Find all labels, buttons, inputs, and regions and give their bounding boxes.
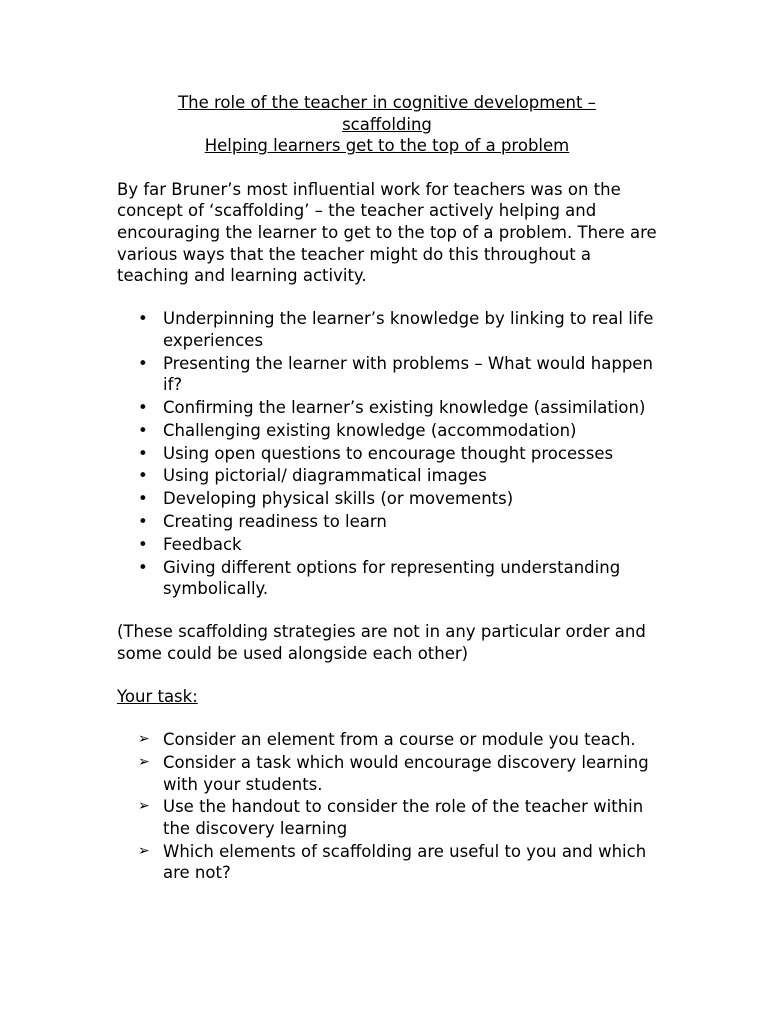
- list-item: [117, 534, 657, 556]
- bullet-icon: •: [138, 489, 148, 509]
- list-item: [117, 557, 657, 600]
- list-item-text: Using pictorial/ diagrammatical images: [163, 466, 487, 486]
- intro-paragraph: By far Bruner’s most influential work for teachers was on the concept of ‘scaffolding’ – the teacher actively helping and encouraging the learner to get to the top of a problem. There are various ways that the teacher might do this throughout a teaching and learning activity.: [117, 179, 657, 286]
- document-title: [117, 92, 657, 157]
- title-line-1: The role of the teacher in cognitive development –: [178, 93, 596, 112]
- list-item: [117, 353, 657, 396]
- bullet-icon: •: [138, 398, 148, 418]
- list-item-text: Feedback: [163, 534, 242, 554]
- bullet-icon: •: [138, 353, 148, 373]
- list-item: [117, 841, 657, 884]
- list-item-text: Underpinning the learner’s knowledge by linking to real life experiences: [163, 309, 654, 350]
- tasks-list: [117, 729, 657, 884]
- list-item: [117, 420, 657, 442]
- list-item: [117, 752, 657, 795]
- arrow-bullet-icon: ➢: [138, 842, 150, 859]
- bullet-icon: •: [138, 466, 148, 486]
- arrow-bullet-icon: ➢: [138, 798, 150, 815]
- note-paragraph: (These scaffolding strategies are not in any particular order and some could be used alongside each other): [117, 622, 646, 663]
- title-line-2: scaffolding: [342, 114, 432, 134]
- list-item: [117, 443, 657, 465]
- arrow-bullet-icon: ➢: [138, 754, 150, 771]
- list-item-text: Consider a task which would encourage discovery learning with your students.: [163, 753, 649, 794]
- bullet-icon: •: [138, 534, 148, 554]
- list-item: [117, 465, 657, 487]
- strategies-list: [117, 308, 657, 599]
- bullet-icon: •: [138, 512, 148, 531]
- arrow-bullet-icon: ➢: [138, 731, 150, 748]
- list-item-text: Developing physical skills (or movements): [163, 489, 514, 509]
- list-item-text: Presenting the learner with problems – What would happen if?: [163, 353, 653, 395]
- bullet-icon: •: [138, 557, 148, 577]
- list-item: [117, 511, 657, 533]
- list-item-text: Which elements of scaffolding are useful to you and which are not?: [163, 841, 647, 883]
- list-item-text: Giving different options for representing understanding symbolically.: [163, 557, 621, 599]
- list-item-text: Use the handout to consider the role of the teacher within the discovery learning: [163, 797, 644, 839]
- title-line-3: Helping learners get to the top of a problem: [204, 136, 570, 156]
- list-item-text: Challenging existing knowledge (accommodation): [163, 420, 577, 440]
- list-item-text: Consider an element from a course or module you teach.: [163, 730, 636, 750]
- task-heading: Your task:: [117, 687, 198, 707]
- list-item: [117, 488, 657, 510]
- document-page: [117, 92, 657, 906]
- bullet-icon: •: [138, 309, 148, 329]
- bullet-icon: •: [138, 443, 148, 463]
- list-item-text: Using open questions to encourage thought processes: [163, 443, 614, 463]
- list-item-text: Confirming the learner’s existing knowledge (assimilation): [163, 398, 646, 418]
- list-item: [117, 308, 657, 351]
- bullet-icon: •: [138, 420, 148, 440]
- list-item-text: Creating readiness to learn: [163, 512, 387, 531]
- list-item: [117, 729, 657, 751]
- list-item: [117, 397, 657, 419]
- list-item: [117, 796, 657, 839]
